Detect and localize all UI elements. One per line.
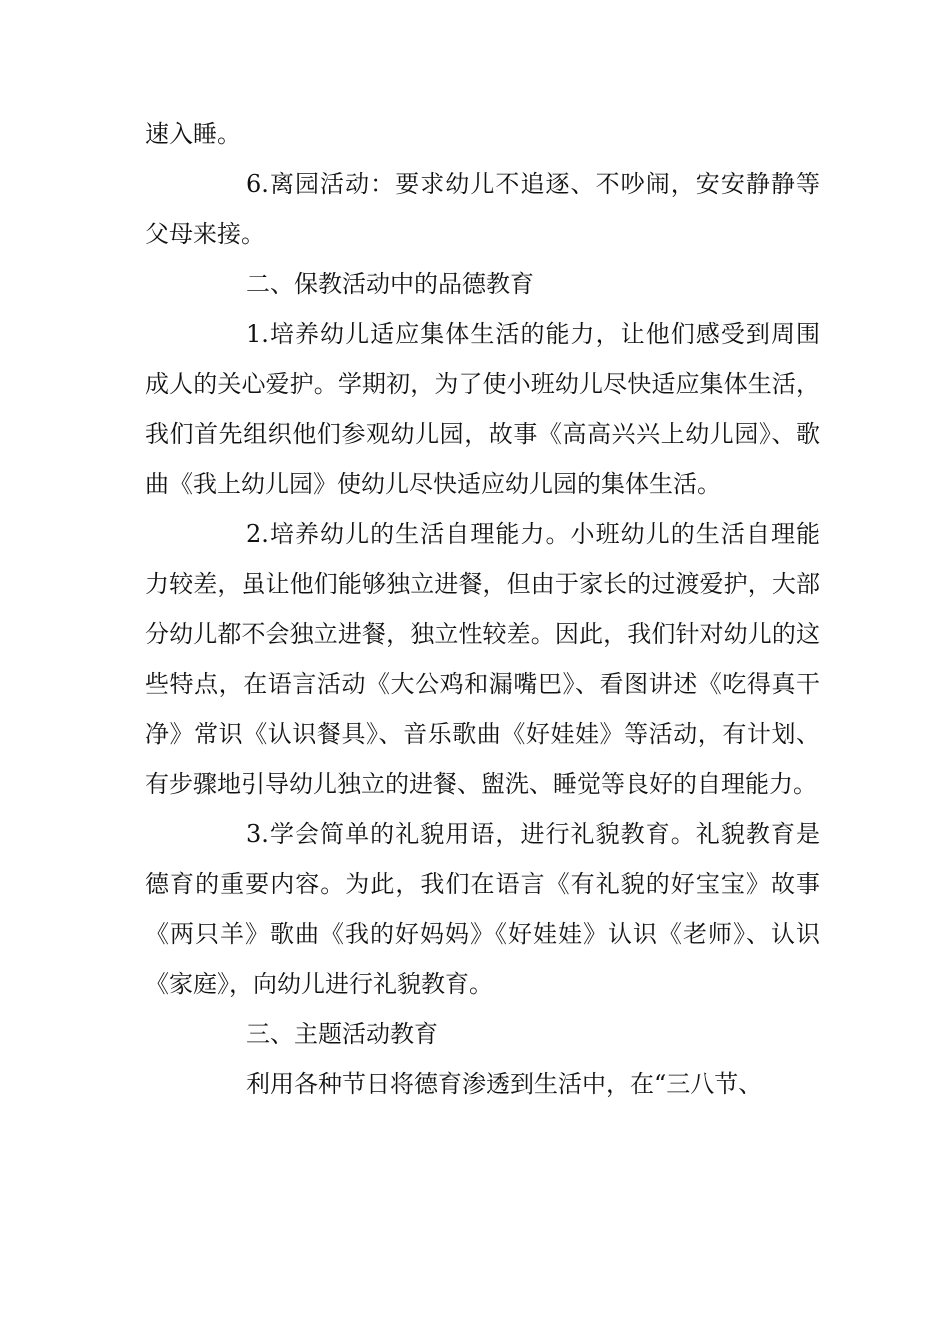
section-heading-moral-education: 二、保教活动中的品德教育 <box>246 270 534 298</box>
paragraph-politeness: 3.学会简单的礼貌用语，进行礼貌教育。礼貌教育是德育的重要内容。为此，我们在语言《有礼貌的好宝宝》故事《两只羊》歌曲《我的好妈妈》《好娃娃》认识《老师》、认识《家庭》，向幼儿进行礼貌教育。 <box>145 820 820 998</box>
paragraph-self-care: 2.培养幼儿的生活自理能力。小班幼儿的生活自理能力较差，虽让他们能够独立进餐，但由于家长的过渡爱护，大部分幼儿都不会独立进餐，独立性较差。因此，我们针对幼儿的这些特点，在语言活动《大公鸡和漏嘴巴》、看图讲述《吃得真干净》常识《认识餐具》、音乐歌曲《好娃娃》等活动，有计划、有步骤地引导幼儿独立的进餐、盥洗、睡觉等良好的自理能力。 <box>145 520 820 798</box>
paragraph-collective-life: 1.培养幼儿适应集体生活的能力，让他们感受到周围成人的关心爱护。学期初，为了使小班幼儿尽快适应集体生活，我们首先组织他们参观幼儿园，故事《高高兴兴上幼儿园》、歌曲《我上幼儿园》使幼儿尽快适应幼儿园的集体生活。 <box>145 320 820 498</box>
paragraph-festivals: 利用各种节日将德育渗透到生活中，在“三八节、 <box>246 1070 763 1098</box>
document-body <box>145 109 820 1109</box>
paragraph-leaving-activity: 6.离园活动：要求幼儿不追逐、不吵闹，安安静静等父母来接。 <box>145 170 820 248</box>
paragraph-continuation: 速入睡。 <box>145 120 241 148</box>
section-heading-theme-activities: 三、主题活动教育 <box>246 1020 438 1048</box>
